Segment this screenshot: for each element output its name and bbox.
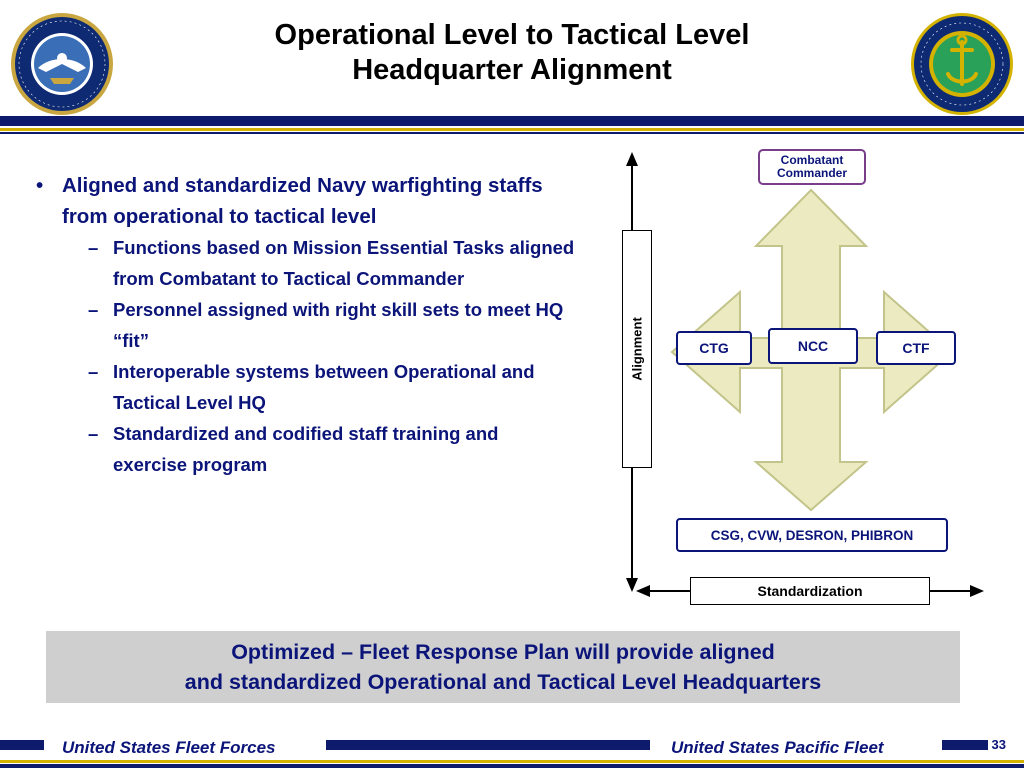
sub-bullet-text: Personnel assigned with right skill sets to meet HQ “fit” [113, 299, 564, 351]
combatant-commander-line2: Commander [776, 166, 847, 180]
sub-bullet-text: Standardized and codified staff training and exercise program [113, 423, 499, 475]
summary-banner [46, 631, 960, 703]
footer-navy-rule [0, 764, 1024, 768]
alignment-label: Alignment [629, 317, 645, 381]
slide-title-line2: Headquarter Alignment [352, 54, 672, 86]
ctg-label: CTG [699, 340, 729, 356]
footer-left-text: United States Fleet Forces [62, 738, 276, 757]
standardization-label: Standardization [757, 583, 863, 599]
dash-marker: – [88, 423, 99, 444]
combatant-commander-line1: Combatant [780, 153, 844, 167]
sub-bullet-text: Functions based on Mission Essential Tasks aligned from Combatant to Tactical Commander [113, 237, 575, 289]
tactical-units-box [676, 518, 948, 552]
ncc-label: NCC [797, 338, 829, 354]
footer-right-text: United States Pacific Fleet [671, 738, 884, 757]
ctf-box [876, 331, 956, 365]
dash-marker: – [88, 361, 99, 382]
footer-bar-left [0, 740, 44, 750]
standardization-label-box [690, 577, 930, 605]
slide-title-line1: Operational Level to Tactical Level [274, 19, 750, 51]
footer-gold-rule [0, 760, 1024, 763]
summary-banner-line2: and standardized Operational and Tactical Level Headquarters [184, 670, 822, 694]
sub-bullet-text: Interoperable systems between Operational and Tactical Level HQ [113, 361, 535, 413]
alignment-label-box [622, 230, 652, 468]
alignment-axis-bottom-arrowhead [626, 578, 638, 592]
summary-banner-line1: Optimized – Fleet Response Plan will provide aligned [231, 640, 775, 664]
tactical-units-label: CSG, CVW, DESRON, PHIBRON [710, 527, 914, 543]
dash-marker: – [88, 237, 99, 258]
bullet-dot: • [36, 174, 44, 197]
dash-marker: – [88, 299, 99, 320]
alignment-axis-top-arrowhead [626, 152, 638, 166]
main-bullet-text: Aligned and standardized Navy warfighting staffs from operational to tactical level [62, 174, 543, 228]
combatant-commander-box [758, 149, 866, 185]
ncc-box [768, 328, 858, 364]
ctg-box [676, 331, 752, 365]
standardization-axis-right-arrowhead [970, 585, 984, 597]
footer-bar-middle [326, 740, 650, 750]
standardization-axis-left-arrowhead [636, 585, 650, 597]
ctf-label: CTF [902, 340, 930, 356]
footer-bar-right [942, 740, 988, 750]
page-number: 33 [991, 737, 1006, 752]
